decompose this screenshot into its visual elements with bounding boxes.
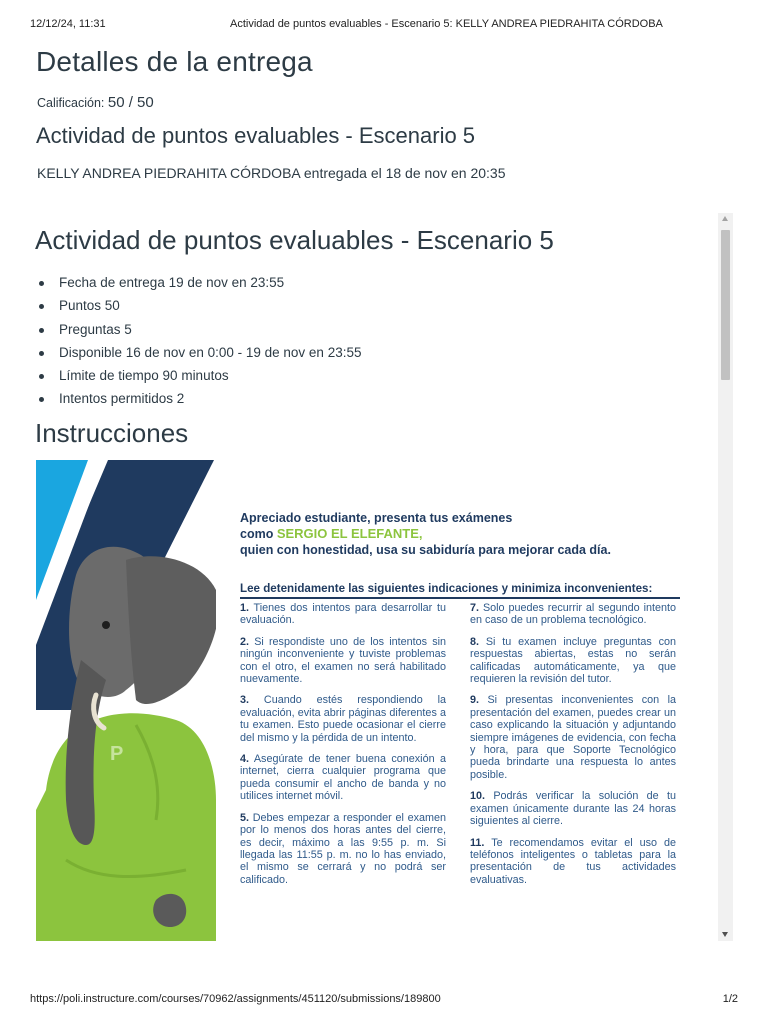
assignment-title: Actividad de puntos evaluables - Escenario 5 — [36, 123, 476, 148]
quiz-detail-points: Puntos 50 — [36, 294, 361, 317]
instruction-item: 7. Solo puedes recurrir al segundo intento en caso de un problema tecnológico. — [470, 602, 676, 627]
page-title: Detalles de la entrega — [36, 46, 313, 77]
instruction-item: 9. Si presentas inconvenientes con la presentación del examen, puedes crear un caso explicando la situación y adjuntando siempre imágenes de evidencia, con fecha y hora, para que Soporte Tecnológico pueda brindarte una respuesta lo antes posible. — [470, 694, 677, 781]
instructions-column-right — [470, 602, 676, 895]
instruction-item: 11. Te recomendamos evitar el uso de teléfonos inteligentes o tabletas para la presentación de tus actividades evaluativas. — [470, 836, 676, 886]
quiz-detail-time-limit: Límite de tiempo 90 minutos — [36, 364, 361, 387]
frame-scrollbar[interactable] — [718, 213, 733, 941]
quiz-detail-questions: Preguntas 5 — [36, 318, 361, 341]
grade-label: Calificación: — [37, 96, 108, 110]
quiz-detail-attempts: Intentos permitidos 2 — [36, 387, 361, 410]
instruction-item: 2. Si respondiste uno de los intentos sin ningún inconveniente y tuviste problemas con el otro, el examen no será habilitado nuevamente. — [240, 635, 446, 686]
elephant-mascot-illustration — [36, 460, 216, 941]
banner-intro-line2 — [240, 526, 680, 542]
instruction-item: 10. Podrás verificar la solución de tu examen únicamente durante las 24 horas siguientes al cierre. — [470, 790, 676, 828]
submission-info: KELLY ANDREA PIEDRAHITA CÓRDOBA entregada el 18 de nov en 20:35 — [37, 165, 506, 181]
quiz-details-list — [36, 271, 361, 411]
grade-value: 50 / 50 — [107, 94, 154, 111]
scroll-up-arrow-icon[interactable] — [722, 216, 728, 221]
scrollbar-thumb[interactable] — [721, 230, 730, 380]
quiz-title: Actividad de puntos evaluables - Escenario 5 — [35, 225, 554, 255]
banner-intro-line3: quien con honestidad, usa su sabiduría para mejorar cada día. — [240, 543, 611, 557]
instruction-item: 5. Debes empezar a responder el examen por lo menos dos horas antes del cierre, es decir, máximo a las 9:55 p. m. Si llegada las 11:55 p. m. no lo has enviado, el mismo se cerrará y no podrá ser calificado. — [240, 811, 447, 886]
page-url: https://poli.instructure.com/courses/70962/assignments/451120/submissions/189800 — [30, 993, 441, 1005]
instructions-heading: Instrucciones — [35, 418, 189, 448]
banner-intro — [240, 510, 680, 558]
banner-lead: Lee detenidamente las siguientes indicaciones y minimiza inconvenientes: — [240, 582, 680, 599]
instruction-item: 3. Cuando estés respondiendo la evaluación, evita abrir páginas diferentes a tu examen. Esto puede ocasionar el cierre del mismo y la pérdida de un intento. — [240, 694, 447, 744]
quiz-frame[interactable] — [30, 213, 734, 941]
instruction-item: 1. Tienes dos intentos para desarrollar tu evaluación. — [240, 602, 446, 627]
page-number: 1/2 — [722, 993, 738, 1005]
print-title: Actividad de puntos evaluables - Escenario 5: KELLY ANDREA PIEDRAHITA CÓRDOBA — [230, 18, 663, 30]
banner-intro-como: como — [240, 527, 277, 541]
grade — [37, 94, 154, 111]
instruction-item: 4. Asegúrate de tener buena conexión a internet, cierra cualquier programa que pueda consumir el ancho de banda y no utilices internet móvil. — [240, 753, 446, 803]
quiz-detail-due: Fecha de entrega 19 de nov en 23:55 — [36, 271, 361, 294]
instruction-item: 8. Si tu examen incluye preguntas con respuestas abiertas, estas no serán calificadas automáticamente, ya que requieren la revisión del tutor. — [470, 635, 676, 686]
quiz-detail-available: Disponible 16 de nov en 0:00 - 19 de nov en 23:55 — [36, 341, 361, 364]
banner-intro-line1: Apreciado estudiante, presenta tus exámenes — [240, 511, 513, 525]
instructions-column-left — [240, 602, 446, 895]
banner-highlight: SERGIO EL ELEFANTE, — [276, 526, 423, 541]
scroll-down-arrow-icon[interactable] — [722, 932, 728, 937]
instructions-banner — [36, 460, 716, 941]
print-date: 12/12/24, 11:31 — [30, 18, 106, 30]
brand-logo-mark: P — [110, 743, 124, 765]
